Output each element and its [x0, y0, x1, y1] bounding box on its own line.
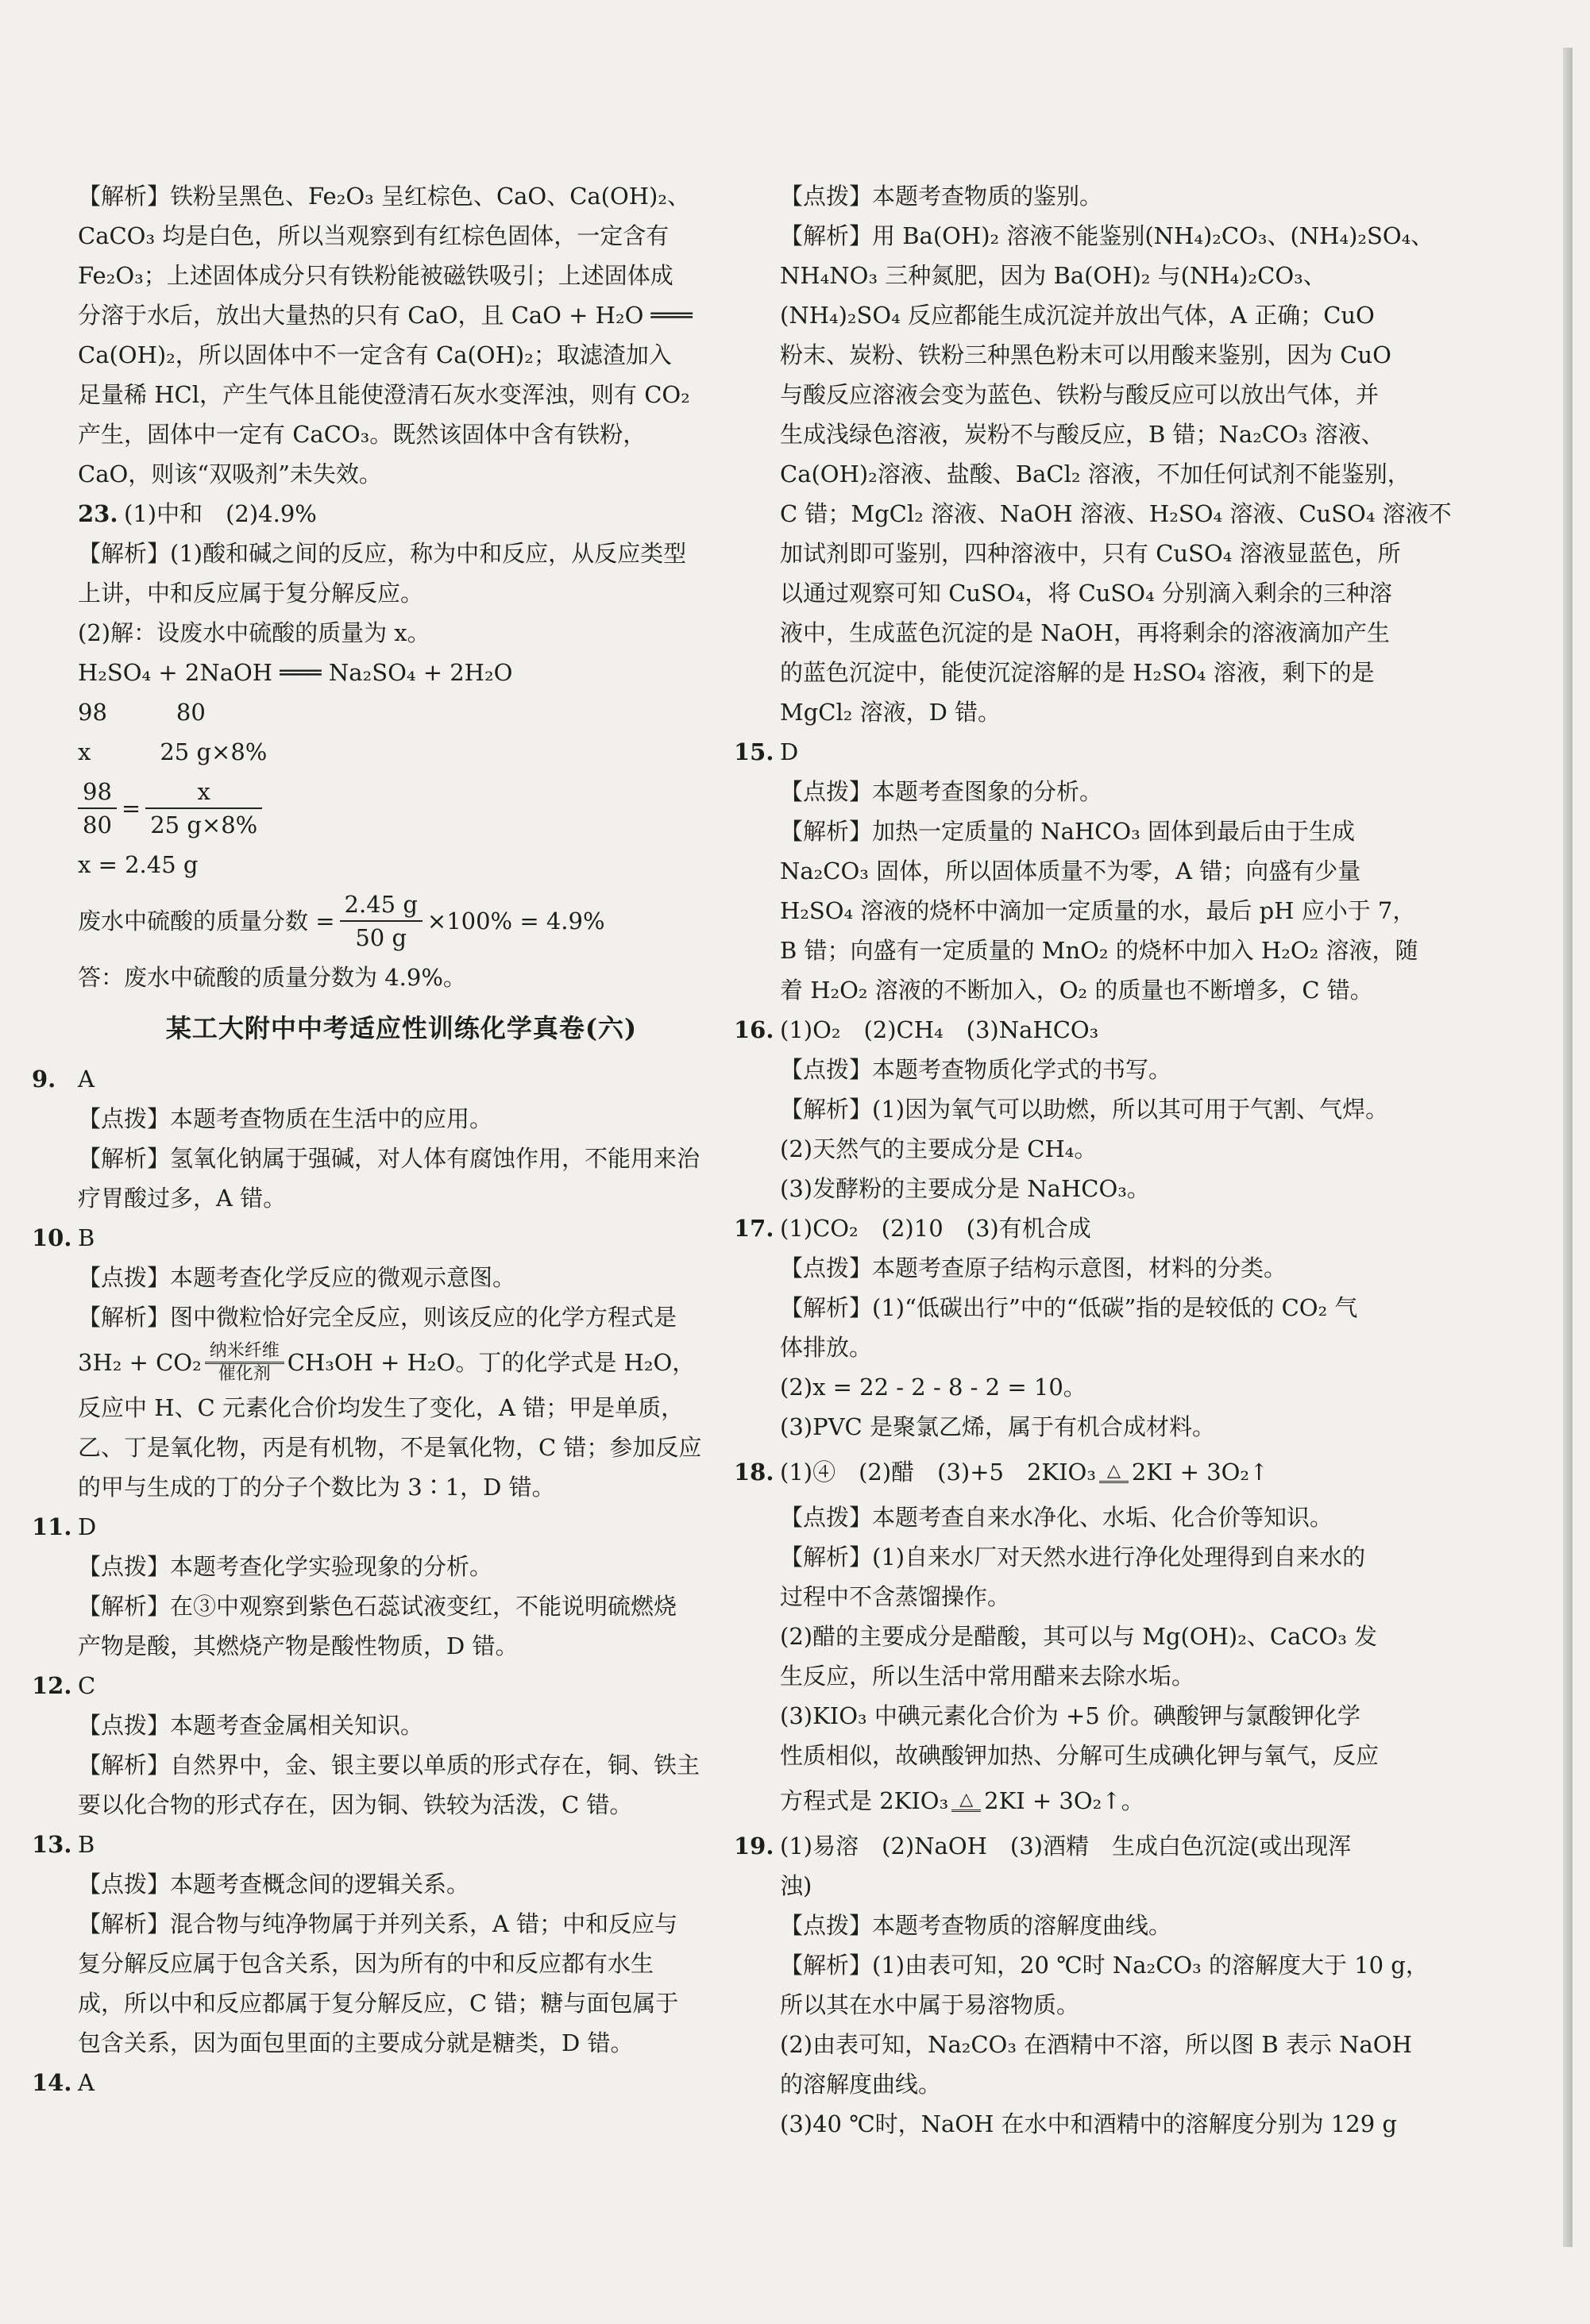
text-line: (3)KIO₃ 中碘元素化合价为 +5 价。碘酸钾与氯酸钾化学 — [780, 1702, 1361, 1729]
text-line: 与酸反应溶液会变为蓝色、铁粉与酸反应可以放出气体，并 — [780, 381, 1380, 408]
text-line: 【点拨】本题考查物质化学式的书写。 — [780, 1056, 1172, 1083]
question-number: 11. — [32, 1513, 72, 1540]
answer: (1)易溶 (2)NaOH (3)酒精 生成白色沉淀(或出现浑 — [780, 1833, 1352, 1860]
question-number: 17. — [734, 1215, 774, 1242]
text-line: C 错；MgCl₂ 溶液、NaOH 溶液、H₂SO₄ 溶液、CuSO₄ 溶液不 — [780, 500, 1452, 527]
text-line: 液中，生成蓝色沉淀的是 NaOH，再将剩余的溶液滴加产生 — [780, 619, 1390, 646]
text-line: 产生，固体中一定有 CaCO₃。既然该固体中含有铁粉， — [78, 421, 646, 448]
text-line: 成，所以中和反应都属于复分解反应，C 错；糖与面包属于 — [78, 1990, 679, 2017]
question-number: 16. — [734, 1016, 774, 1043]
text-line: (2)天然气的主要成分是 CH₄。 — [780, 1135, 1098, 1162]
fraction: $\frac{98}{80}$ — [78, 776, 117, 841]
text-line: 性质相似，故碘酸钾加热、分解可生成碘化钾与氧气，反应 — [780, 1742, 1380, 1769]
question-number: 10. — [32, 1224, 72, 1251]
text-line: (2)醋的主要成分是醋酸，其可以与 Mg(OH)₂、CaCO₃ 发 — [780, 1623, 1378, 1650]
text-line: x 25 g×8% — [78, 738, 268, 765]
text-line: Ca(OH)₂溶液、盐酸、BaCl₂ 溶液，不加任何试剂不能鉴别， — [780, 461, 1411, 488]
text-line: (2)解：设废水中硫酸的质量为 x。 — [78, 619, 430, 646]
text-line: 【解析】加热一定质量的 NaHCO₃ 固体到最后由于生成 — [780, 818, 1355, 845]
question-number: 12. — [32, 1672, 72, 1699]
text-line: 复分解反应属于包含关系，因为所有的中和反应都有水生 — [78, 1950, 654, 1977]
text-line: 【解析】自然界中，金、银主要以单质的形式存在，铜、铁主 — [78, 1752, 700, 1779]
text-line: 【点拨】本题考查金属相关知识。 — [78, 1712, 424, 1739]
text-line: 分溶于水后，放出大量热的只有 CaO，且 CaO + H₂O ═══ — [78, 302, 693, 329]
answer: D — [780, 738, 799, 765]
answer: (1)CO₂ (2)10 (3)有机合成 — [780, 1215, 1091, 1242]
text-line: 【点拨】本题考查概念间的逻辑关系。 — [78, 1871, 470, 1898]
text-line: 【解析】(1)自来水厂对天然水进行净化处理得到自来水的 — [780, 1544, 1366, 1571]
text-line: NH₄NO₃ 三种氮肥，因为 Ba(OH)₂ 与(NH₄)₂CO₃、 — [780, 262, 1326, 289]
question-number: 15. — [734, 738, 774, 765]
text-line: 【解析】(1)酸和碱之间的反应，称为中和反应，从反应类型 — [78, 540, 687, 567]
text-line: 【解析】混合物与纯净物属于并列关系，A 错；中和反应与 — [78, 1910, 678, 1937]
page-edge — [1563, 48, 1573, 2247]
answer: A — [78, 2069, 95, 2096]
text-line: Fe₂O₃；上述固体成分只有铁粉能被磁铁吸引；上述固体成 — [78, 262, 673, 289]
text-line: 粉末、炭粉、铁粉三种黑色粉末可以用酸来鉴别，因为 CuO — [780, 341, 1391, 368]
text-line: 【点拨】本题考查原子结构示意图，材料的分类。 — [780, 1254, 1287, 1281]
question-number: 14. — [32, 2069, 72, 2096]
text-line: 的甲与生成的丁的分子个数比为 3∶1，D 错。 — [78, 1474, 555, 1501]
text-line: 生成浅绿色溶液，炭粉不与酸反应，B 错；Na₂CO₃ 溶液、 — [780, 421, 1384, 448]
reaction-condition: △ — [1099, 1462, 1129, 1483]
text-line: 【解析】铁粉呈黑色、Fe₂O₃ 呈红棕色、CaO、Ca(OH)₂、 — [78, 183, 690, 210]
text-line: 【点拨】本题考查物质的溶解度曲线。 — [780, 1912, 1172, 1939]
text-line: 疗胃酸过多，A 错。 — [78, 1185, 287, 1212]
question-23 — [32, 494, 725, 534]
text-line: 【解析】氢氧化钠属于强碱，对人体有腐蚀作用，不能用来治 — [78, 1145, 700, 1172]
text-line: 【解析】(1)因为氧气可以助燃，所以其可用于气割、气焊。 — [780, 1096, 1389, 1123]
text-line: 过程中不含蒸馏操作。 — [780, 1583, 1011, 1610]
text-line: x = 2.45 g — [78, 851, 199, 878]
text-line: 答：废水中硫酸的质量分数为 4.9%。 — [78, 964, 466, 991]
text-line: 【点拨】本题考查化学反应的微观示意图。 — [78, 1264, 516, 1291]
question-18-answer: 18. (1)④ (2)醋 (3)+5 2KIO₃ △ 2KI + 3O₂↑ — [734, 1447, 1471, 1497]
answer: (1)O₂ (2)CH₄ (3)NaHCO₃ — [780, 1016, 1099, 1043]
text-line: 【解析】(1)“低碳出行”中的“低碳”指的是较低的 CO₂ 气 — [780, 1294, 1358, 1321]
text-line: 【点拨】本题考查化学实验现象的分析。 — [78, 1553, 493, 1580]
text-line: CaCO₃ 均是白色，所以当观察到有红棕色固体，一定含有 — [78, 222, 670, 249]
text-line: 所以其在水中属于易溶物质。 — [780, 1991, 1080, 2018]
text-line: 以通过观察可知 CuSO₄，将 CuSO₄ 分别滴入剩余的三种溶 — [780, 580, 1392, 607]
reaction-condition: 纳米纤维 催化剂 — [205, 1341, 284, 1385]
fraction: $\frac{2.45 g}{50 g}$ — [340, 888, 423, 954]
text-line: (3)PVC 是聚氯乙烯，属于有机合成材料。 — [780, 1413, 1215, 1440]
text-line: (2)x = 22 - 2 - 8 - 2 = 10。 — [780, 1374, 1086, 1401]
text-line: 足量稀 HCl，产生气体且能使澄清石灰水变浑浊，则有 CO₂ — [78, 381, 690, 408]
text-line: MgCl₂ 溶液，D 错。 — [780, 699, 1001, 726]
text-line: (NH₄)₂SO₄ 反应都能生成沉淀并放出气体，A 正确；CuO — [780, 302, 1375, 329]
text-line: (3)发酵粉的主要成分是 NaHCO₃。 — [780, 1175, 1150, 1202]
fraction: $\frac{x}{25 g\times 8\%}$ — [145, 776, 262, 841]
right-column — [734, 176, 1471, 2144]
text-line: (3)40 ℃时，NaOH 在水中和酒精中的溶解度分别为 129 g — [780, 2110, 1397, 2137]
text-line: 上讲，中和反应属于复分解反应。 — [78, 580, 424, 607]
text-line: 【点拨】本题考查物质在生活中的应用。 — [78, 1105, 493, 1132]
text-line: 98 80 — [78, 699, 206, 726]
text-line: 【点拨】本题考查物质的鉴别。 — [780, 183, 1103, 210]
ratio-equation: $\frac{98}{80}$ = $\frac{x}{25 g\times 8\%}$ — [78, 772, 725, 845]
question-number: 13. — [32, 1831, 72, 1858]
answer: C — [78, 1672, 96, 1699]
text-line: (2)由表可知，Na₂CO₃ 在酒精中不溶，所以图 B 表示 NaOH — [780, 2031, 1412, 2058]
text-line: 要以化合物的形式存在，因为铜、铁较为活泼，C 错。 — [78, 1791, 633, 1818]
question-number: 23. — [78, 500, 118, 527]
text-line: 包含关系，因为面包里面的主要成分就是糖类，D 错。 — [78, 2029, 634, 2056]
equation-line: 3H₂ + CO₂ 纳米纤维 催化剂 CH₃OH + H₂O。丁的化学式是 H₂O， — [78, 1340, 696, 1384]
text-line: Ca(OH)₂，所以固体中不一定含有 Ca(OH)₂；取滤渣加入 — [78, 341, 672, 368]
text-line: 【点拨】本题考查自来水净化、水垢、化合价等知识。 — [780, 1504, 1333, 1531]
question-number: 9. — [32, 1066, 56, 1093]
equation-line: H₂SO₄ + 2NaOH ═══ Na₂SO₄ + 2H₂O — [78, 659, 513, 686]
text-line: 【解析】用 Ba(OH)₂ 溶液不能鉴别(NH₄)₂CO₃、(NH₄)₂SO₄、 — [780, 222, 1434, 249]
left-column — [32, 176, 725, 2102]
reaction-condition: △ — [951, 1790, 981, 1812]
answer: B — [78, 1224, 95, 1251]
text-line: Na₂CO₃ 固体，所以固体质量不为零，A 错；向盛有少量 — [780, 858, 1361, 885]
text-line: 着 H₂O₂ 溶液的不断加入，O₂ 的质量也不断增多，C 错。 — [780, 977, 1373, 1004]
answer: D — [78, 1513, 97, 1540]
text-line: 【解析】图中微粒恰好完全反应，则该反应的化学方程式是 — [78, 1304, 677, 1331]
answer: B — [78, 1831, 95, 1858]
text-line: 【解析】(1)由表可知，20 ℃时 Na₂CO₃ 的溶解度大于 10 g， — [780, 1952, 1429, 1979]
text-line: CaO，则该“双吸剂”未失效。 — [78, 461, 382, 488]
mass-fraction-equation: 废水中硫酸的质量分数 = $\frac{2.45 g}{50 g}$ ×100% = 4.9% — [78, 885, 725, 958]
question-number: 19. — [734, 1833, 774, 1860]
text-line: 【解析】在③中观察到紫色石蕊试液变红，不能说明硫燃烧 — [78, 1593, 677, 1620]
text-line: 浊) — [780, 1872, 812, 1899]
question-number: 18. — [734, 1459, 774, 1486]
text-line: B 错；向盛有一定质量的 MnO₂ 的烧杯中加入 H₂O₂ 溶液，随 — [780, 937, 1418, 964]
answer: (1)中和 (2)4.9% — [124, 500, 317, 527]
text-line: 产物是酸，其燃烧产物是酸性物质，D 错。 — [78, 1632, 519, 1659]
answer: A — [78, 1066, 95, 1093]
text-line: 生反应，所以生活中常用醋来去除水垢。 — [780, 1663, 1195, 1690]
text-line: 的溶解度曲线。 — [780, 2071, 942, 2098]
text-line: 的蓝色沉淀中，能使沉淀溶解的是 H₂SO₄ 溶液，剩下的是 — [780, 659, 1375, 686]
equation-line: 方程式是 2KIO₃ △ 2KI + 3O₂↑。 — [780, 1787, 1144, 1814]
text-line: 体排放。 — [780, 1334, 873, 1361]
text-line: 【点拨】本题考查图象的分析。 — [780, 778, 1103, 805]
text-line: 反应中 H、C 元素化合价均发生了变化，A 错；甲是单质， — [78, 1394, 685, 1421]
text-line: 加试剂即可鉴别，四种溶液中，只有 CuSO₄ 溶液显蓝色，所 — [780, 540, 1401, 567]
section-title: 某工大附中中考适应性训练化学真卷(六) — [165, 1013, 638, 1043]
text-line: 乙、丁是氧化物，丙是有机物，不是氧化物，C 错；参加反应 — [78, 1434, 702, 1461]
text-line: H₂SO₄ 溶液的烧杯中滴加一定质量的水，最后 pH 应小于 7， — [780, 897, 1416, 924]
